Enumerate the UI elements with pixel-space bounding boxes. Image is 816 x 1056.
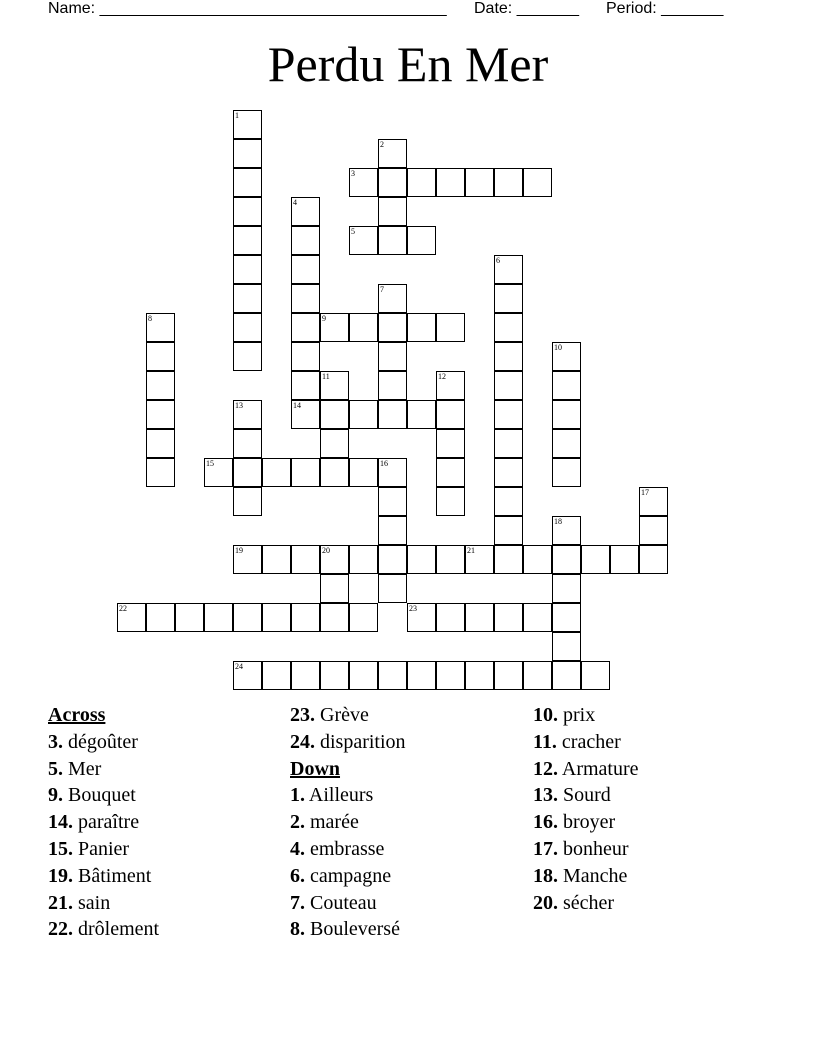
grid-cell[interactable]	[378, 342, 407, 371]
grid-cell[interactable]	[494, 400, 523, 429]
grid-cell[interactable]	[552, 661, 581, 690]
clue-across-21	[48, 890, 159, 917]
grid-cell[interactable]	[378, 371, 407, 400]
grid-cell[interactable]	[639, 516, 668, 545]
grid-cell[interactable]	[436, 603, 465, 632]
grid-cell[interactable]	[552, 516, 581, 545]
clue-number: 22.	[48, 918, 73, 941]
grid-cell[interactable]	[494, 313, 523, 342]
clue-number: 10.	[533, 704, 558, 726]
grid-cell[interactable]	[436, 661, 465, 690]
grid-cell[interactable]	[378, 545, 407, 574]
clue-across-9	[48, 782, 159, 809]
grid-cell[interactable]	[610, 545, 639, 574]
grid-cell[interactable]	[494, 284, 523, 313]
grid-cell[interactable]	[233, 255, 262, 284]
clue-text: campagne	[305, 864, 392, 887]
grid-cell[interactable]	[233, 226, 262, 255]
grid-cell[interactable]	[117, 603, 146, 632]
grid-cell[interactable]	[349, 168, 378, 197]
clue-across-23	[290, 702, 406, 729]
grid-cell[interactable]	[378, 661, 407, 690]
grid-cell[interactable]	[233, 139, 262, 168]
clue-number: 24.	[290, 730, 315, 753]
clue-down-20	[533, 890, 639, 917]
clue-down-11	[533, 729, 639, 756]
clue-down-8	[290, 916, 406, 943]
clue-number: 14.	[48, 811, 73, 834]
clue-number: 4.	[290, 837, 305, 860]
clue-text: Bâtiment	[73, 864, 152, 887]
grid-cell[interactable]	[291, 226, 320, 255]
grid-cell[interactable]	[494, 545, 523, 574]
grid-cell[interactable]	[465, 603, 494, 632]
cell-number: 8	[148, 314, 152, 323]
clue-text: Bouleversé	[305, 918, 400, 941]
grid-cell[interactable]	[552, 342, 581, 371]
clue-text: prix	[558, 704, 596, 726]
grid-cell[interactable]	[291, 284, 320, 313]
grid-cell[interactable]	[494, 168, 523, 197]
clue-number: 11.	[533, 730, 557, 753]
grid-cell[interactable]	[494, 661, 523, 690]
grid-cell[interactable]	[378, 313, 407, 342]
cell-number: 16	[380, 459, 388, 468]
clue-text: marée	[305, 811, 359, 834]
grid-cell[interactable]	[523, 545, 552, 574]
clue-down-18	[533, 863, 639, 890]
grid-cell[interactable]	[233, 545, 262, 574]
grid-cell[interactable]	[552, 632, 581, 661]
clue-number: 9.	[48, 784, 63, 807]
cell-number: 4	[293, 198, 297, 207]
grid-cell[interactable]	[262, 603, 291, 632]
grid-cell[interactable]	[436, 168, 465, 197]
grid-cell[interactable]	[320, 603, 349, 632]
cell-number: 12	[438, 372, 446, 381]
grid-cell[interactable]	[523, 661, 552, 690]
clue-down-2	[290, 809, 406, 836]
clue-down-13	[533, 782, 639, 809]
clue-text: disparition	[315, 730, 406, 753]
grid-cell[interactable]	[407, 661, 436, 690]
grid-cell[interactable]	[146, 603, 175, 632]
grid-cell[interactable]	[494, 458, 523, 487]
clue-number: 12.	[533, 757, 558, 780]
clue-number: 8.	[290, 918, 305, 941]
grid-cell[interactable]	[378, 139, 407, 168]
grid-cell[interactable]	[639, 487, 668, 516]
grid-cell[interactable]	[436, 313, 465, 342]
clue-text: bonheur	[558, 837, 629, 860]
clue-column-3	[533, 702, 639, 916]
cell-number: 23	[409, 604, 417, 613]
clue-across-5	[48, 756, 159, 783]
grid-cell[interactable]	[378, 574, 407, 603]
grid-cell[interactable]	[639, 545, 668, 574]
grid-cell[interactable]	[262, 458, 291, 487]
clue-number: 6.	[290, 864, 305, 887]
clue-text: drôlement	[73, 918, 160, 941]
grid-cell[interactable]	[581, 545, 610, 574]
cell-number: 11	[322, 372, 330, 381]
clue-text: paraître	[73, 811, 140, 834]
clue-down-12	[533, 756, 639, 783]
grid-cell[interactable]	[146, 458, 175, 487]
grid-cell[interactable]	[465, 661, 494, 690]
grid-cell[interactable]	[552, 574, 581, 603]
grid-cell[interactable]	[320, 429, 349, 458]
clue-down-16	[533, 809, 639, 836]
grid-cell[interactable]	[436, 545, 465, 574]
clue-number: 18.	[533, 864, 558, 887]
period-label: Period:	[606, 0, 662, 17]
clue-number: 19.	[48, 864, 73, 887]
clue-text: Panier	[73, 837, 130, 860]
grid-cell[interactable]	[407, 226, 436, 255]
grid-cell[interactable]	[320, 400, 349, 429]
clue-text: Grève	[315, 704, 369, 726]
clue-number: 3.	[48, 730, 63, 753]
grid-cell[interactable]	[291, 400, 320, 429]
grid-cell[interactable]	[407, 400, 436, 429]
grid-cell[interactable]	[552, 458, 581, 487]
clue-across-14	[48, 809, 159, 836]
clue-across-15	[48, 836, 159, 863]
grid-cell[interactable]	[494, 603, 523, 632]
grid-cell[interactable]	[552, 545, 581, 574]
grid-cell[interactable]	[349, 313, 378, 342]
cell-number: 3	[351, 169, 355, 178]
cell-number: 20	[322, 546, 330, 555]
grid-cell[interactable]	[320, 458, 349, 487]
cell-number: 21	[467, 546, 475, 555]
grid-cell[interactable]	[291, 371, 320, 400]
date-blank[interactable]: _______	[516, 0, 579, 17]
cell-number: 17	[641, 488, 649, 497]
grid-cell[interactable]	[436, 487, 465, 516]
grid-cell[interactable]	[233, 197, 262, 226]
grid-cell[interactable]	[291, 661, 320, 690]
grid-cell[interactable]	[146, 400, 175, 429]
grid-cell[interactable]	[349, 400, 378, 429]
grid-cell[interactable]	[320, 545, 349, 574]
grid-cell[interactable]	[407, 545, 436, 574]
clue-down-7	[290, 890, 406, 917]
period-blank[interactable]: _______	[661, 0, 724, 17]
clue-text: sain	[73, 891, 111, 914]
clue-number: 2.	[290, 811, 305, 834]
grid-cell[interactable]	[349, 545, 378, 574]
clue-number: 21.	[48, 891, 73, 914]
grid-cell[interactable]	[320, 574, 349, 603]
grid-cell[interactable]	[233, 487, 262, 516]
clue-number: 23.	[290, 704, 315, 726]
clue-column-2	[290, 702, 406, 943]
grid-cell[interactable]	[378, 168, 407, 197]
cell-number: 1	[235, 111, 239, 120]
clue-text: dégoûter	[63, 730, 138, 753]
grid-cell[interactable]	[233, 168, 262, 197]
grid-cell[interactable]	[320, 313, 349, 342]
grid-cell[interactable]	[436, 371, 465, 400]
clue-across-19	[48, 863, 159, 890]
grid-cell[interactable]	[378, 400, 407, 429]
page-title: Perdu En Mer	[267, 36, 549, 92]
cell-number: 10	[554, 343, 562, 352]
grid-cell[interactable]	[552, 400, 581, 429]
clue-column-1	[48, 702, 159, 943]
grid-cell[interactable]	[407, 603, 436, 632]
grid-cell[interactable]	[465, 168, 494, 197]
grid-cell[interactable]	[494, 371, 523, 400]
grid-cell[interactable]	[378, 284, 407, 313]
clue-number: 7.	[290, 891, 305, 914]
grid-cell[interactable]	[378, 226, 407, 255]
grid-cell[interactable]	[378, 516, 407, 545]
cell-number: 18	[554, 517, 562, 526]
grid-cell[interactable]	[291, 197, 320, 226]
grid-cell[interactable]	[320, 371, 349, 400]
clue-down-4	[290, 836, 406, 863]
grid-cell[interactable]	[581, 661, 610, 690]
grid-cell[interactable]	[233, 284, 262, 313]
clue-text: Armature	[558, 757, 639, 780]
grid-cell[interactable]	[494, 342, 523, 371]
grid-cell[interactable]	[349, 226, 378, 255]
grid-cell[interactable]	[233, 110, 262, 139]
grid-cell[interactable]	[146, 429, 175, 458]
clue-text: broyer	[558, 811, 616, 834]
name-blank[interactable]: _______________________________________	[99, 0, 447, 17]
clue-text: Couteau	[305, 891, 377, 914]
grid-cell[interactable]	[233, 458, 262, 487]
clue-number: 17.	[533, 837, 558, 860]
grid-cell[interactable]	[552, 371, 581, 400]
grid-cell[interactable]	[378, 197, 407, 226]
grid-cell[interactable]	[552, 603, 581, 632]
grid-cell[interactable]	[291, 255, 320, 284]
clue-across-24	[290, 729, 406, 756]
clue-down-1	[290, 782, 406, 809]
grid-cell[interactable]	[233, 313, 262, 342]
clue-text: sécher	[558, 891, 615, 914]
grid-cell[interactable]	[436, 400, 465, 429]
clue-number: 16.	[533, 811, 558, 834]
clue-text: Mer	[63, 757, 102, 780]
clue-down-10	[533, 702, 639, 729]
clue-number: 15.	[48, 837, 73, 860]
grid-cell[interactable]	[291, 603, 320, 632]
grid-cell[interactable]	[494, 487, 523, 516]
grid-cell[interactable]	[262, 661, 291, 690]
clue-text: cracher	[556, 730, 621, 753]
grid-cell[interactable]	[523, 168, 552, 197]
clue-number: 5.	[48, 757, 63, 780]
clue-down-6	[290, 863, 406, 890]
grid-cell[interactable]	[349, 603, 378, 632]
cell-number: 15	[206, 459, 214, 468]
grid-cell[interactable]	[262, 545, 291, 574]
grid-cell[interactable]	[233, 400, 262, 429]
cell-number: 6	[496, 256, 500, 265]
across-heading: Across	[48, 704, 106, 726]
grid-cell[interactable]	[233, 661, 262, 690]
clue-down-17	[533, 836, 639, 863]
cell-number: 24	[235, 662, 243, 671]
grid-cell[interactable]	[494, 255, 523, 284]
grid-cell[interactable]	[291, 458, 320, 487]
grid-cell[interactable]	[320, 661, 349, 690]
grid-cell[interactable]	[494, 429, 523, 458]
grid-cell[interactable]	[233, 429, 262, 458]
grid-cell[interactable]	[436, 429, 465, 458]
grid-cell[interactable]	[465, 545, 494, 574]
clue-text: Manche	[558, 864, 628, 887]
grid-cell[interactable]	[233, 342, 262, 371]
clue-number: 20.	[533, 891, 558, 914]
down-heading: Down	[290, 757, 341, 780]
clue-text: Sourd	[558, 784, 611, 807]
grid-cell[interactable]	[407, 313, 436, 342]
clue-number: 1.	[290, 784, 305, 807]
clue-across-3	[48, 729, 159, 756]
clue-text: Bouquet	[63, 784, 136, 807]
grid-cell[interactable]	[146, 313, 175, 342]
grid-cell[interactable]	[146, 371, 175, 400]
grid-cell[interactable]	[494, 516, 523, 545]
grid-cell[interactable]	[291, 313, 320, 342]
cell-number: 5	[351, 227, 355, 236]
grid-cell[interactable]	[175, 603, 204, 632]
clue-number: 13.	[533, 784, 558, 807]
grid-cell[interactable]	[349, 661, 378, 690]
name-label: Name:	[48, 0, 100, 17]
grid-cell[interactable]	[407, 168, 436, 197]
cell-number: 2	[380, 140, 384, 149]
grid-cell[interactable]	[291, 342, 320, 371]
date-label: Date:	[474, 0, 517, 17]
clue-text: embrasse	[305, 837, 385, 860]
cell-number: 19	[235, 546, 243, 555]
grid-cell[interactable]	[291, 545, 320, 574]
grid-cell[interactable]	[552, 429, 581, 458]
cell-number: 7	[380, 285, 384, 294]
grid-cell[interactable]	[146, 342, 175, 371]
grid-cell[interactable]	[204, 458, 233, 487]
clue-across-22	[48, 916, 159, 943]
cell-number: 13	[235, 401, 243, 410]
grid-cell[interactable]	[204, 603, 233, 632]
grid-cell[interactable]	[436, 458, 465, 487]
grid-cell[interactable]	[378, 458, 407, 487]
grid-cell[interactable]	[523, 603, 552, 632]
clue-text: Ailleurs	[305, 784, 374, 807]
cell-number: 9	[322, 314, 326, 323]
grid-cell[interactable]	[378, 487, 407, 516]
grid-cell[interactable]	[349, 458, 378, 487]
grid-cell[interactable]	[233, 603, 262, 632]
cell-number: 22	[119, 604, 127, 613]
cell-number: 14	[293, 401, 301, 410]
